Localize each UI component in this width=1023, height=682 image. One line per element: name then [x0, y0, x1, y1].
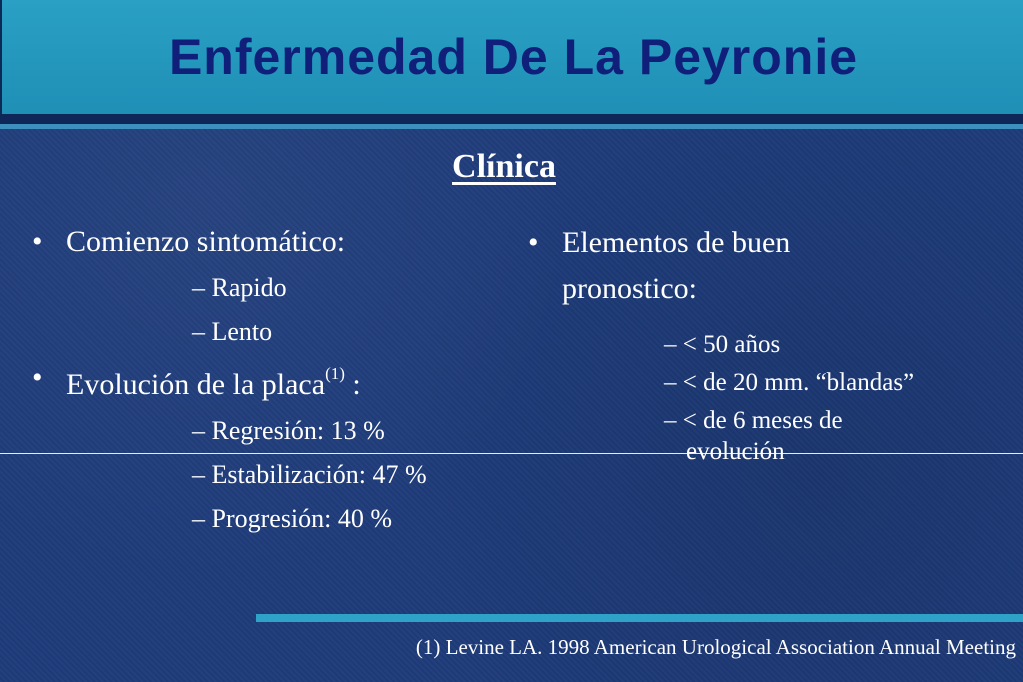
bullet-evolucion [32, 360, 502, 403]
footer-accent-bar [256, 614, 1023, 622]
sub-item-continuation: evolución [686, 438, 785, 465]
sub-item-text: – Regresión: 13 % [192, 416, 385, 445]
slide-title: Enfermedad De La Peyronie [168, 29, 859, 85]
slide-subtitle: Clínica [452, 148, 556, 185]
sub-list-evolucion [32, 415, 502, 535]
title-bar [0, 0, 1023, 114]
bullet-text-line1: Elementos de buen [562, 226, 791, 259]
sub-item-rapido [192, 272, 502, 304]
sub-item-text: – Lento [192, 317, 273, 346]
title-divider-dark [0, 114, 1023, 124]
bullet-suffix: : [344, 368, 361, 401]
bullet-dot: • [32, 361, 43, 394]
sub-item-estabilizacion [192, 459, 502, 491]
bullet-comienzo [32, 224, 502, 260]
sub-item-regresion [192, 415, 502, 447]
sub-item-tamano [664, 364, 998, 402]
sub-item-text: – Progresión: 40 % [192, 504, 393, 533]
sub-item-edad [664, 326, 998, 364]
bullet-text: Comienzo sintomático: [66, 225, 346, 258]
sub-item-lento [192, 316, 502, 348]
bullet-text: Evolución de la placa [66, 368, 326, 401]
bullet-text-line2: pronostico: [562, 272, 697, 305]
sub-list-comienzo [32, 272, 502, 348]
sub-item-text: – < 50 años [664, 331, 781, 358]
sub-item-text: – < de 6 meses de [664, 407, 843, 434]
bullet-dot: • [528, 226, 539, 259]
left-column [32, 224, 502, 535]
bullet-dot: • [32, 225, 43, 258]
sub-item-text: – Rapido [192, 273, 287, 302]
bullet-elementos [528, 220, 998, 312]
footer-citation: (1) Levine LA. 1998 American Urological Association Annual Meeting [415, 635, 1016, 659]
right-column [528, 220, 998, 470]
sub-item-text: – < de 20 mm. “blandas” [664, 369, 915, 396]
sub-item-tiempo [664, 402, 998, 470]
title-divider-light [0, 124, 1023, 129]
sub-list-pronostico [528, 326, 998, 470]
citation-superscript: (1) [325, 364, 345, 383]
sub-item-progresion [192, 503, 502, 535]
sub-item-text: – Estabilización: 47 % [192, 460, 427, 489]
